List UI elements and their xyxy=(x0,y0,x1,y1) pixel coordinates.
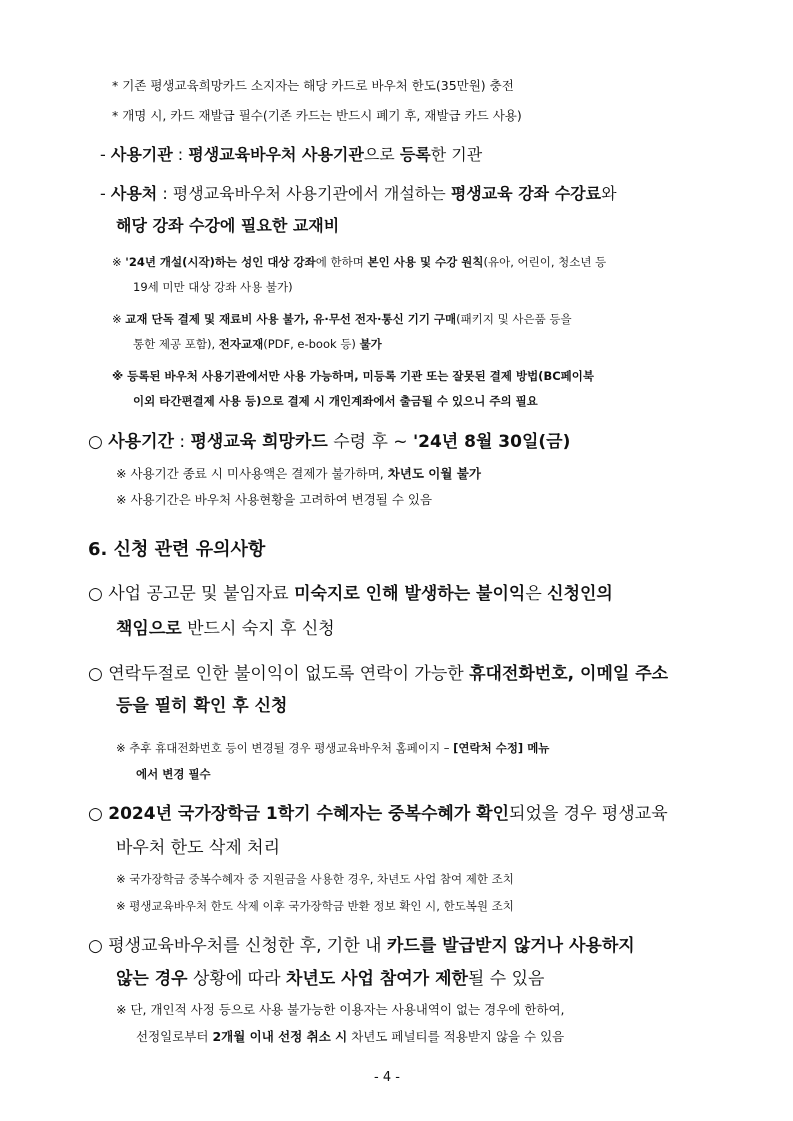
notice-item-4-line2: 않는 경우 상황에 따라 차년도 사업 참여가 제한될 수 있음 xyxy=(116,969,545,989)
note-existing-card: * 기존 평생교육희망카드 소지자는 해당 카드로 바우처 한도(35만원) 충전 xyxy=(112,78,514,93)
notice-item-2-line2: 등을 필히 확인 후 신청 xyxy=(116,696,288,716)
note-adult-course-line2: 19세 미만 대상 강좌 사용 불가) xyxy=(133,280,293,294)
notice-item-4-line1: ○ 평생교육바우처를 신청한 후, 기한 내 카드를 발급받지 않거나 사용하지 xyxy=(88,936,635,956)
notice-item-3-line1: ○ 2024년 국가장학금 1학기 수혜자는 중복수혜가 확인되었을 경우 평생교육 xyxy=(88,804,668,824)
note-contact-change-line2: 에서 변경 필수 xyxy=(136,767,211,781)
note-period-change: ※ 사용기간은 바우처 사용현황을 고려하여 변경될 수 있음 xyxy=(116,492,433,507)
note-contact-change-line1: ※ 추후 휴대전화번호 등이 변경될 경우 평생교육바우처 홈페이지 – [연락처 수정] 메뉴 xyxy=(116,741,550,755)
note-personal-reason-line1: ※ 단, 개인적 사정 등으로 사용 불가능한 이용자는 사용내역이 없는 경우에 한하여, xyxy=(116,1002,565,1017)
note-period-end: ※ 사용기간 종료 시 미사용액은 결제가 불가하며, 차년도 이월 불가 xyxy=(116,466,481,481)
notice-item-3-line2: 바우처 한도 삭제 처리 xyxy=(116,838,281,858)
note-rename-card: * 개명 시, 카드 재발급 필수(기존 카드는 반드시 폐기 후, 재발급 카드 사용) xyxy=(112,108,522,123)
note-scholarship-usage: ※ 국가장학금 중복수혜자 중 지원금을 사용한 경우, 차년도 사업 참여 제한 조치 xyxy=(116,872,514,886)
note-materials-line2: 통한 제공 포함), 전자교재(PDF, e-book 등) 불가 xyxy=(133,337,382,351)
note-registered-only-line2: 이외 타간편결제 사용 등)으로 결제 시 개인계좌에서 출금될 수 있으니 주의 필요 xyxy=(133,394,538,408)
note-registered-only-line1: ※ 등록된 바우처 사용기관에서만 사용 가능하며, 미등록 기관 또는 잘못된 결제 방법(BC페이북 xyxy=(112,369,594,383)
usage-institution: - 사용기관 : 평생교육바우처 사용기관으로 등록한 기관 xyxy=(100,145,483,164)
usage-place-line1: - 사용처 : 평생교육바우처 사용기관에서 개설하는 평생교육 강좌 수강료와 xyxy=(100,184,617,203)
note-personal-reason-line2: 선정일로부터 2개월 이내 선정 취소 시 차년도 페널티를 적용받지 않을 수 있음 xyxy=(136,1029,565,1044)
notice-item-1-line2: 책임으로 반드시 숙지 후 신청 xyxy=(116,619,335,639)
note-scholarship-restore: ※ 평생교육바우처 한도 삭제 이후 국가장학금 반환 정보 확인 시, 한도복원 조치 xyxy=(116,899,514,913)
note-adult-course-line1: ※ '24년 개설(시작)하는 성인 대상 강좌에 한하며 본인 사용 및 수강 원칙(유아, 어린이, 청소년 등 xyxy=(112,255,607,269)
notice-item-1-line1: ○ 사업 공고문 및 붙임자료 미숙지로 인해 발생하는 불이익은 신청인의 xyxy=(88,584,613,604)
usage-place-line2: 해당 강좌 수강에 필요한 교재비 xyxy=(116,216,340,235)
usage-period: ○ 사용기간 : 평생교육 희망카드 수령 후 ~ '24년 8월 30일(금) xyxy=(88,432,571,452)
notice-item-2-line1: ○ 연락두절로 인한 불이익이 없도록 연락이 가능한 휴대전화번호, 이메일 주소 xyxy=(88,664,669,684)
section-heading-6: 6. 신청 관련 유의사항 xyxy=(88,539,266,560)
page-number: - 4 - xyxy=(374,1070,400,1085)
note-materials-line1: ※ 교재 단독 결제 및 재료비 사용 불가, 유·무선 전자·통신 기기 구매(패키지 및 사은품 등을 xyxy=(112,312,572,326)
